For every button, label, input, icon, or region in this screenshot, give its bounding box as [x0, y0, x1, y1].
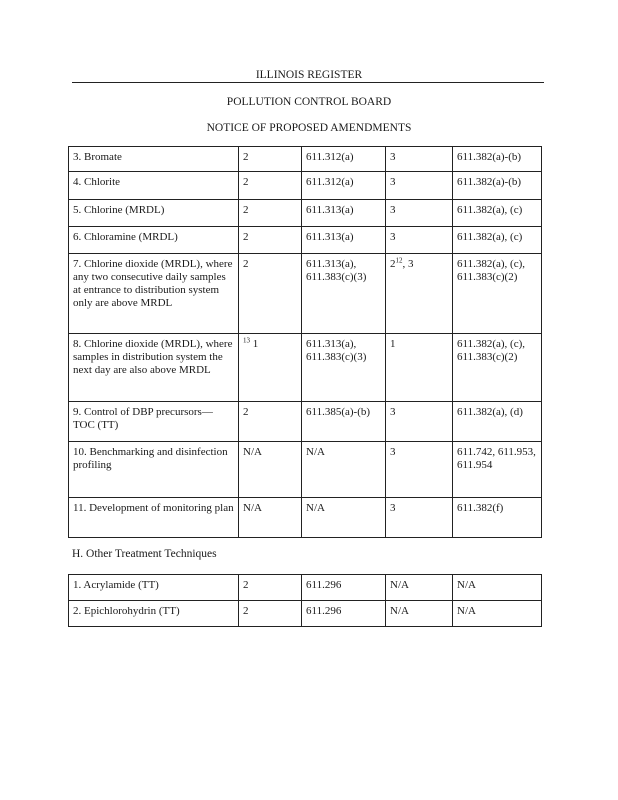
- monitoring-section-cell: 611.382(a), (c), 611.383(c)(2): [453, 254, 542, 334]
- tier-cell: [239, 334, 302, 402]
- tier-cell: 2: [239, 200, 302, 227]
- contaminant-cell: 5. Chlorine (MRDL): [69, 200, 239, 227]
- contaminant-cell: 10. Benchmarking and disinfection profiling: [69, 442, 239, 498]
- table-row: [69, 227, 542, 254]
- tier-value: 2: [390, 258, 396, 270]
- tier-cell: 3: [386, 402, 453, 442]
- table-row: [69, 442, 542, 498]
- tier-cell: 2: [239, 227, 302, 254]
- tier-cell: 2: [239, 147, 302, 172]
- tier-cell: 1: [386, 334, 453, 402]
- tier-cell: 3: [386, 227, 453, 254]
- monitoring-section-cell: N/A: [453, 575, 542, 601]
- table-row: [69, 200, 542, 227]
- notice-title: NOTICE OF PROPOSED AMENDMENTS: [206, 122, 412, 134]
- mcl-section-cell: N/A: [302, 442, 386, 498]
- monitoring-section-cell: N/A: [453, 601, 542, 627]
- mcl-section-cell: 611.312(a): [302, 147, 386, 172]
- tier-cell: N/A: [386, 575, 453, 601]
- tier-cell: 2: [239, 575, 302, 601]
- header-rule: [72, 82, 544, 83]
- tier-cell: N/A: [239, 498, 302, 538]
- monitoring-section-cell: 611.742, 611.953, 611.954: [453, 442, 542, 498]
- mcl-section-cell: 611.296: [302, 575, 386, 601]
- register-title: ILLINOIS REGISTER: [255, 69, 363, 81]
- monitoring-section-cell: 611.382(a)-(b): [453, 147, 542, 172]
- tier-cell: 3: [386, 172, 453, 200]
- tier-cell: 3: [386, 442, 453, 498]
- mcl-section-cell: 611.313(a): [302, 200, 386, 227]
- tier-cell: 2: [239, 254, 302, 334]
- monitoring-section-cell: 611.382(a)-(b): [453, 172, 542, 200]
- contaminant-cell: 8. Chlorine dioxide (MRDL), where samples in distribution system the next day are also above MRDL: [69, 334, 239, 402]
- tier-cell: 2: [239, 402, 302, 442]
- tier-cell: N/A: [239, 442, 302, 498]
- footnote-ref: 12: [395, 256, 403, 265]
- mcl-section-cell: N/A: [302, 498, 386, 538]
- tier-cell: 3: [386, 200, 453, 227]
- monitoring-section-cell: 611.382(a), (c), 611.383(c)(2): [453, 334, 542, 402]
- monitoring-table: [68, 146, 542, 538]
- mcl-section-cell: 611.313(a), 611.383(c)(3): [302, 334, 386, 402]
- footnote-ref: 13: [243, 336, 250, 345]
- table-row: [69, 254, 542, 334]
- contaminant-cell: 11. Development of monitoring plan: [69, 498, 239, 538]
- treatment-technique-table: [68, 574, 542, 627]
- tier-value-extra: , 3: [402, 258, 414, 270]
- tier-cell: N/A: [386, 601, 453, 627]
- contaminant-cell: 1. Acrylamide (TT): [69, 575, 239, 601]
- section-heading: H. Other Treatment Techniques: [72, 548, 217, 560]
- table-row: [69, 402, 542, 442]
- table-row: [69, 172, 542, 200]
- table-row: [69, 334, 542, 402]
- table-row: [69, 147, 542, 172]
- tier-value: 1: [250, 338, 259, 350]
- table-row: [69, 601, 542, 627]
- monitoring-section-cell: 611.382(a), (c): [453, 227, 542, 254]
- tier-cell: 2: [239, 172, 302, 200]
- tier-cell: 2: [239, 601, 302, 627]
- table-row: [69, 498, 542, 538]
- monitoring-section-cell: 611.382(a), (c): [453, 200, 542, 227]
- table-row: [69, 575, 542, 601]
- tier-cell: 3: [386, 147, 453, 172]
- monitoring-section-cell: 611.382(f): [453, 498, 542, 538]
- mcl-section-cell: 611.385(a)-(b): [302, 402, 386, 442]
- monitoring-section-cell: 611.382(a), (d): [453, 402, 542, 442]
- contaminant-cell: 7. Chlorine dioxide (MRDL), where any two consecutive daily samples at entrance to distribution system only are above MRDL: [69, 254, 239, 334]
- mcl-section-cell: 611.313(a): [302, 227, 386, 254]
- contaminant-cell: 3. Bromate: [69, 147, 239, 172]
- mcl-section-cell: 611.296: [302, 601, 386, 627]
- contaminant-cell: 9. Control of DBP precursors—TOC (TT): [69, 402, 239, 442]
- contaminant-cell: 6. Chloramine (MRDL): [69, 227, 239, 254]
- tier-cell: 3: [386, 498, 453, 538]
- contaminant-cell: 4. Chlorite: [69, 172, 239, 200]
- board-title: POLLUTION CONTROL BOARD: [226, 96, 392, 108]
- mcl-section-cell: 611.313(a), 611.383(c)(3): [302, 254, 386, 334]
- tier-cell: [386, 254, 453, 334]
- mcl-section-cell: 611.312(a): [302, 172, 386, 200]
- contaminant-cell: 2. Epichlorohydrin (TT): [69, 601, 239, 627]
